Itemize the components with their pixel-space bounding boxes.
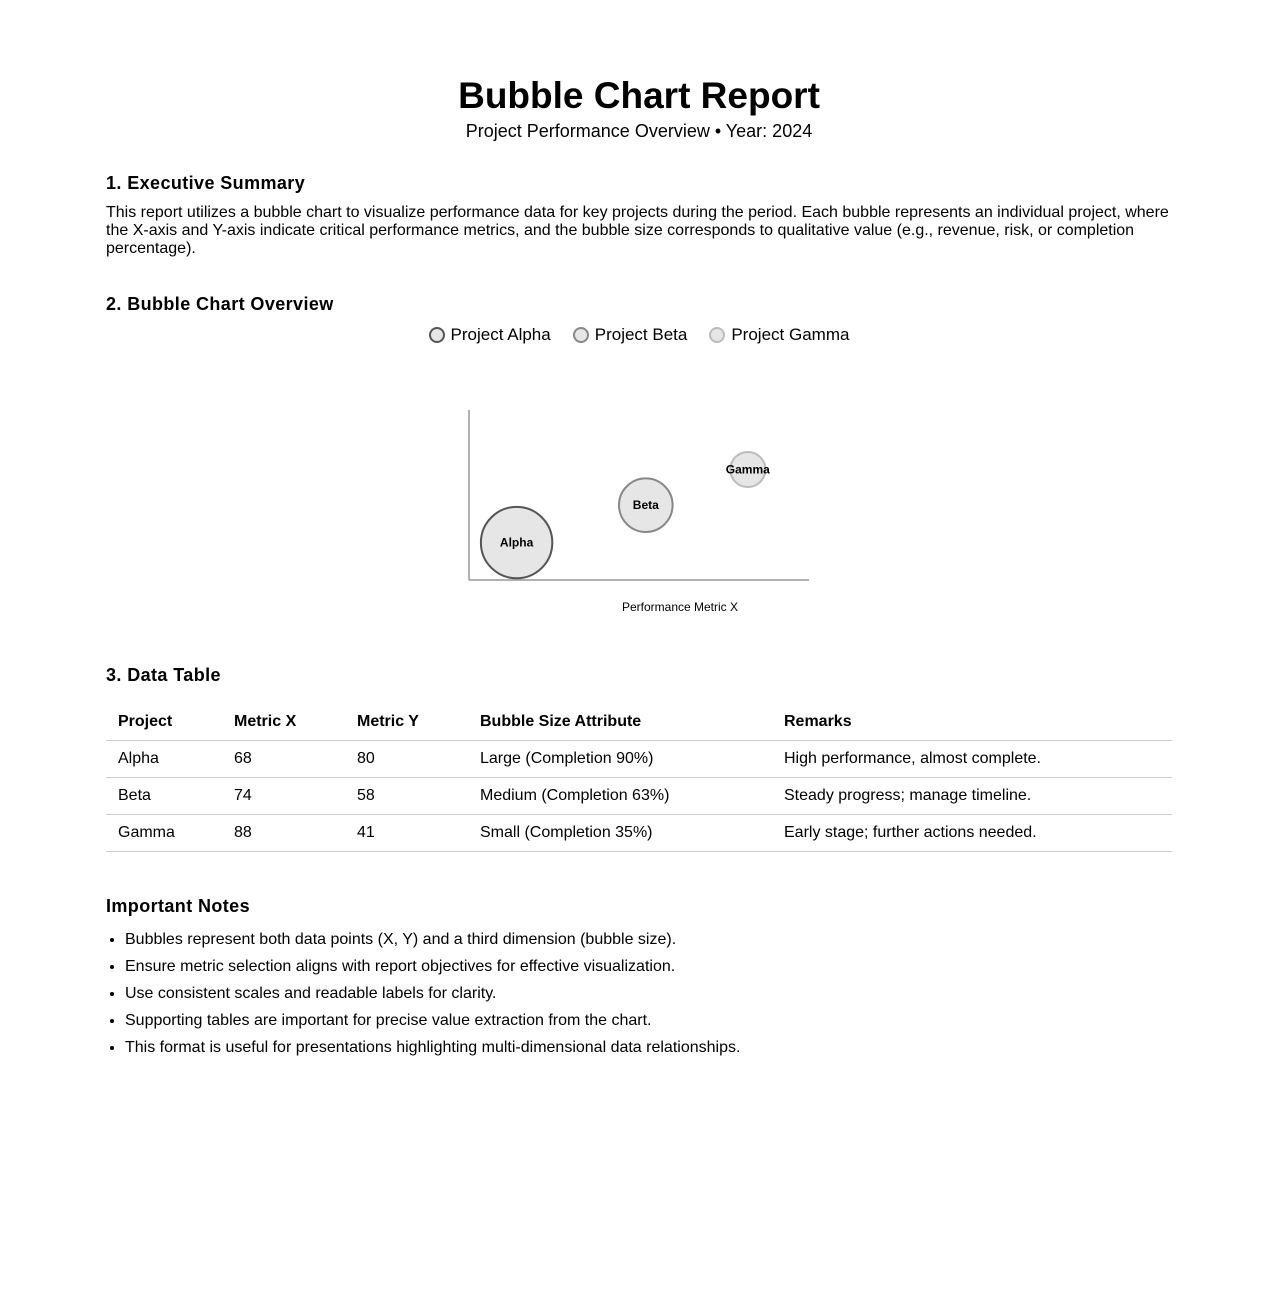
table-header-row: [106, 704, 1172, 741]
chart-heading: 2. Bubble Chart Overview: [106, 294, 334, 314]
list-item: • This format is useful for presentations highlighting multi-dimensional data relationships.: [125, 1034, 740, 1061]
list-item: • Use consistent scales and readable labels for clarity.: [125, 980, 740, 1007]
bubble-chart: [106, 360, 1172, 630]
table-cell: Gamma: [106, 815, 222, 852]
legend-swatch-gamma: [709, 327, 725, 343]
bubble-label-alpha: Alpha: [499, 535, 534, 550]
report-subtitle: Project Performance Overview • Year: 2024: [465, 121, 813, 141]
table-row: [106, 741, 1172, 778]
table-cell: 68: [222, 741, 345, 778]
notes-list: [106, 926, 740, 1061]
summary-paragraph: This report utilizes a bubble chart to visualize performance data for key projects during the period. Each bubble represents an individual project, where the X-axis and Y-axis indicate critical performance metrics, and the bubble size corresponds to qualitative value (e.g., revenue, risk, or completion percentage).: [106, 204, 1169, 257]
chart-legend: [106, 324, 1172, 346]
table-cell: Small (Completion 35%): [468, 815, 772, 852]
table-heading: 3. Data Table: [106, 665, 221, 685]
notes-heading: Important Notes: [106, 896, 251, 916]
table-row: [106, 778, 1172, 815]
legend-label-gamma: Project Gamma: [731, 325, 850, 344]
report-title: Bubble Chart Report: [458, 75, 820, 116]
summary-heading: 1. Executive Summary: [106, 173, 306, 193]
table-cell: High performance, almost complete.: [772, 741, 1172, 778]
column-header: Metric Y: [345, 704, 468, 741]
table-row: [106, 815, 1172, 852]
list-item: • Ensure metric selection aligns with report objectives for effective visualization.: [125, 953, 740, 980]
x-axis-label: Performance Metric X: [621, 600, 739, 614]
legend-label-beta: Project Beta: [594, 325, 688, 344]
legend-item-beta: [573, 324, 688, 346]
column-header: Remarks: [772, 704, 1172, 741]
table-cell: 41: [345, 815, 468, 852]
data-table: [106, 704, 1172, 852]
legend-item-alpha: [429, 324, 551, 346]
list-item: • Supporting tables are important for precise value extraction from the chart.: [125, 1007, 740, 1034]
legend-swatch-beta: [573, 327, 589, 343]
bubble-label-gamma: Gamma: [725, 462, 770, 477]
table-cell: Medium (Completion 63%): [468, 778, 772, 815]
table-cell: Steady progress; manage timeline.: [772, 778, 1172, 815]
table-cell: Beta: [106, 778, 222, 815]
legend-label-alpha: Project Alpha: [450, 325, 551, 344]
bubble-chart-svg: [106, 360, 1172, 630]
legend-swatch-alpha: [429, 327, 445, 343]
list-item: • Bubbles represent both data points (X, Y) and a third dimension (bubble size).: [125, 926, 740, 953]
bubbles-layer: [481, 452, 770, 578]
bubble-label-beta: Beta: [632, 498, 659, 513]
column-header: Bubble Size Attribute: [468, 704, 772, 741]
table-cell: Early stage; further actions needed.: [772, 815, 1172, 852]
column-header: Project: [106, 704, 222, 741]
table-cell: 58: [345, 778, 468, 815]
table-cell: Large (Completion 90%): [468, 741, 772, 778]
table-cell: 88: [222, 815, 345, 852]
legend-item-gamma: [709, 324, 849, 346]
table-cell: Alpha: [106, 741, 222, 778]
table-cell: 80: [345, 741, 468, 778]
table-cell: 74: [222, 778, 345, 815]
column-header: Metric X: [222, 704, 345, 741]
